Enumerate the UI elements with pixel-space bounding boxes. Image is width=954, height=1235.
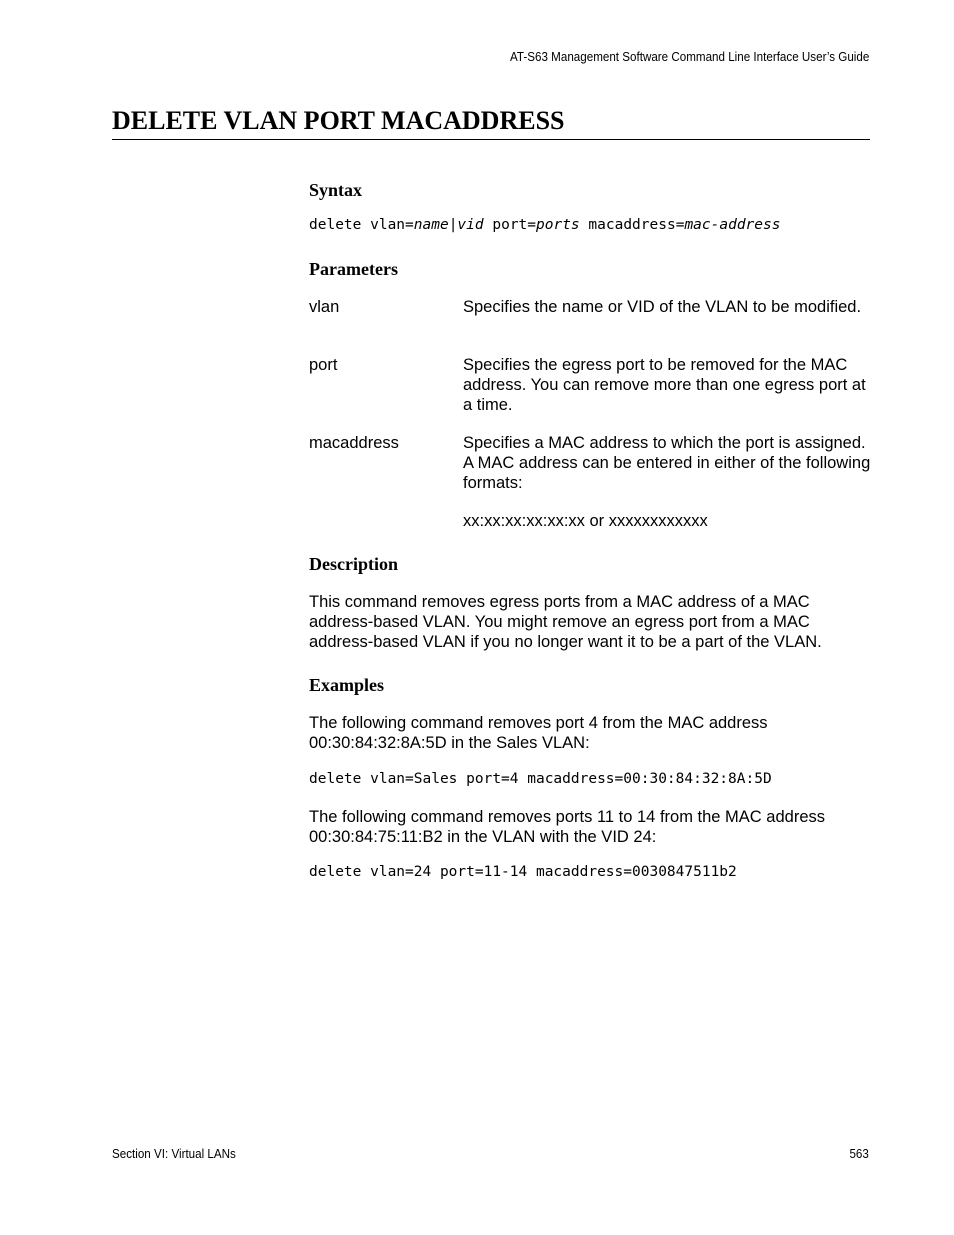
param-name-macaddress: macaddress	[309, 434, 399, 452]
syntax-heading: Syntax	[309, 180, 363, 200]
syntax-command	[309, 217, 780, 233]
syntax-part-7: macaddress=	[579, 217, 685, 233]
example-2-command: delete vlan=24 port=11-14 macaddress=0030847511b2	[309, 864, 737, 880]
syntax-part-2: name	[413, 217, 449, 233]
description-heading: Description	[309, 554, 398, 574]
description-text: This command removes egress ports from a MAC address of a MAC address-based VLAN. You might remove an egress port from a MAC address-based VLAN if you no longer want it to be a part of the VLAN.	[309, 593, 822, 651]
example-2-text: The following command removes ports 11 to 14 from the MAC address 00:30:84:75:11:B2 in the VLAN with the VID 24:	[309, 808, 826, 846]
title-rule	[112, 139, 870, 140]
examples-heading: Examples	[309, 675, 385, 695]
syntax-part-8: mac-address	[684, 217, 781, 233]
param-desc-vlan: Specifies the name or VID of the VLAN to be modified.	[463, 298, 862, 316]
param-name-vlan: vlan	[309, 298, 340, 316]
syntax-part-1: delete vlan=	[309, 217, 414, 233]
syntax-part-5: port=	[483, 217, 537, 233]
syntax-part-6: ports	[536, 217, 580, 233]
param-desc-port: Specifies the egress port to be removed for the MAC address. You can remove more than one egress port at a time.	[463, 356, 866, 414]
running-header: AT-S63 Management Software Command Line Interface User’s Guide	[509, 50, 869, 64]
page-title: DELETE VLAN PORT MACADDRESS	[112, 106, 565, 135]
footer-section: Section VI: Virtual LANs	[112, 1147, 236, 1161]
syntax-part-3: |	[448, 217, 458, 233]
syntax-part-4: vid	[457, 217, 484, 233]
parameters-heading: Parameters	[309, 259, 398, 279]
param-name-port: port	[309, 356, 338, 374]
example-1-text: The following command removes port 4 from the MAC address 00:30:84:32:8A:5D in the Sales VLAN:	[309, 714, 768, 752]
example-1-command: delete vlan=Sales port=4 macaddress=00:30:84:32:8A:5D	[309, 771, 772, 787]
footer-page-number: 563	[849, 1147, 869, 1161]
param-desc-macaddress: Specifies a MAC address to which the port is assigned. A MAC address can be entered in either of the following formats:	[463, 434, 871, 492]
param-macaddress-format: xx:xx:xx:xx:xx:xx or xxxxxxxxxxxx	[463, 512, 708, 530]
